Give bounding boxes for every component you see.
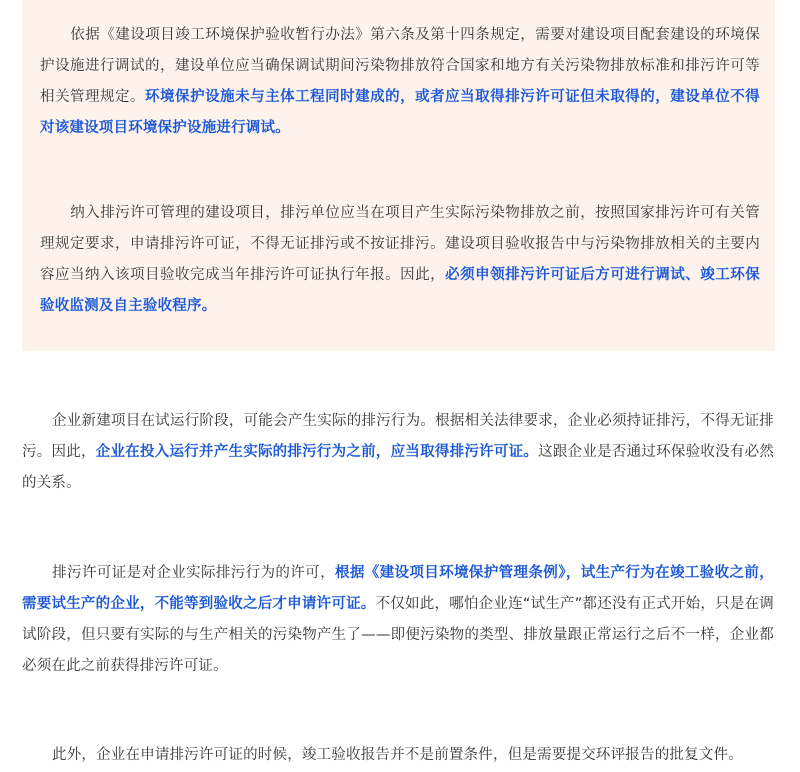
quote-paragraph-2-highlight: 必须申领排污许可证后方可进行调试、竣工环保验收监测及自主验收程序。 <box>40 267 760 314</box>
body-paragraph-3-text: 此外，企业在申请排污许可证的时候，竣工验收报告并不是前置条件，但是需要提交环评报告的批复文件。 <box>52 747 743 763</box>
quote-paragraph-2-text: 纳入排污许可管理的建设项目，排污单位应当在项目产生实际污染物排放之前，按照国家排污许可有关管理规定要求，申请排污许可证，不得无证排污或不按证排污。建设项目验收报告中与污染物排放相关的主要内容应当纳入该项目验收完成当年排污许可证执行年报。因此， <box>40 205 760 283</box>
body-paragraph-2-text-b: 不仅如此，哪怕企业连“试生产”都还没有正式开始，只是在调试阶段，但只要有实际的与生产相关的污染物产生了——即便污染物的类型、排放量跟正常运行之后不一样，企业都必须在此之前获得排污许可证。 <box>22 596 774 674</box>
body-paragraph-2-highlight: 根据《建设项目环境保护管理条例》，试生产行为在竣工验收之前，需要试生产的企业，不能等到验收之后才申请许可证。 <box>22 565 774 612</box>
body-paragraph-2-text-a: 排污许可证是对企业实际排污行为的许可， <box>52 565 335 581</box>
body-paragraph-3 <box>22 740 774 771</box>
quote-paragraph-1 <box>40 20 760 144</box>
body-paragraph-1 <box>22 406 774 499</box>
body-paragraph-2 <box>22 558 774 682</box>
quote-paragraph-2 <box>40 198 760 322</box>
body-paragraph-1-highlight: 企业在投入运行并产生实际的排污行为之前，应当取得排污许可证。 <box>95 444 539 460</box>
body-paragraph-1-text-b: 这跟企业是否通过环保验收没有必然的关系。 <box>22 444 775 491</box>
quote-paragraph-1-text: 依据《建设项目竣工环境保护验收暂行办法》第六条及第十四条规定，需要对建设项目配套建设的环境保护设施进行调试的，建设单位应当确保调试期间污染物排放符合国家和地方有关污染物排放标准和排污许可等相关管理规定。 <box>40 27 760 105</box>
quote-paragraph-1-highlight: 环境保护设施未与主体工程同时建成的，或者应当取得排污许可证但未取得的，建设单位不得对该建设项目环境保护设施进行调试。 <box>40 89 760 136</box>
body-paragraph-1-text-a: 企业新建项目在试运行阶段，可能会产生实际的排污行为。根据相关法律要求，企业必须持证排污，不得无证排污。因此， <box>22 413 774 460</box>
